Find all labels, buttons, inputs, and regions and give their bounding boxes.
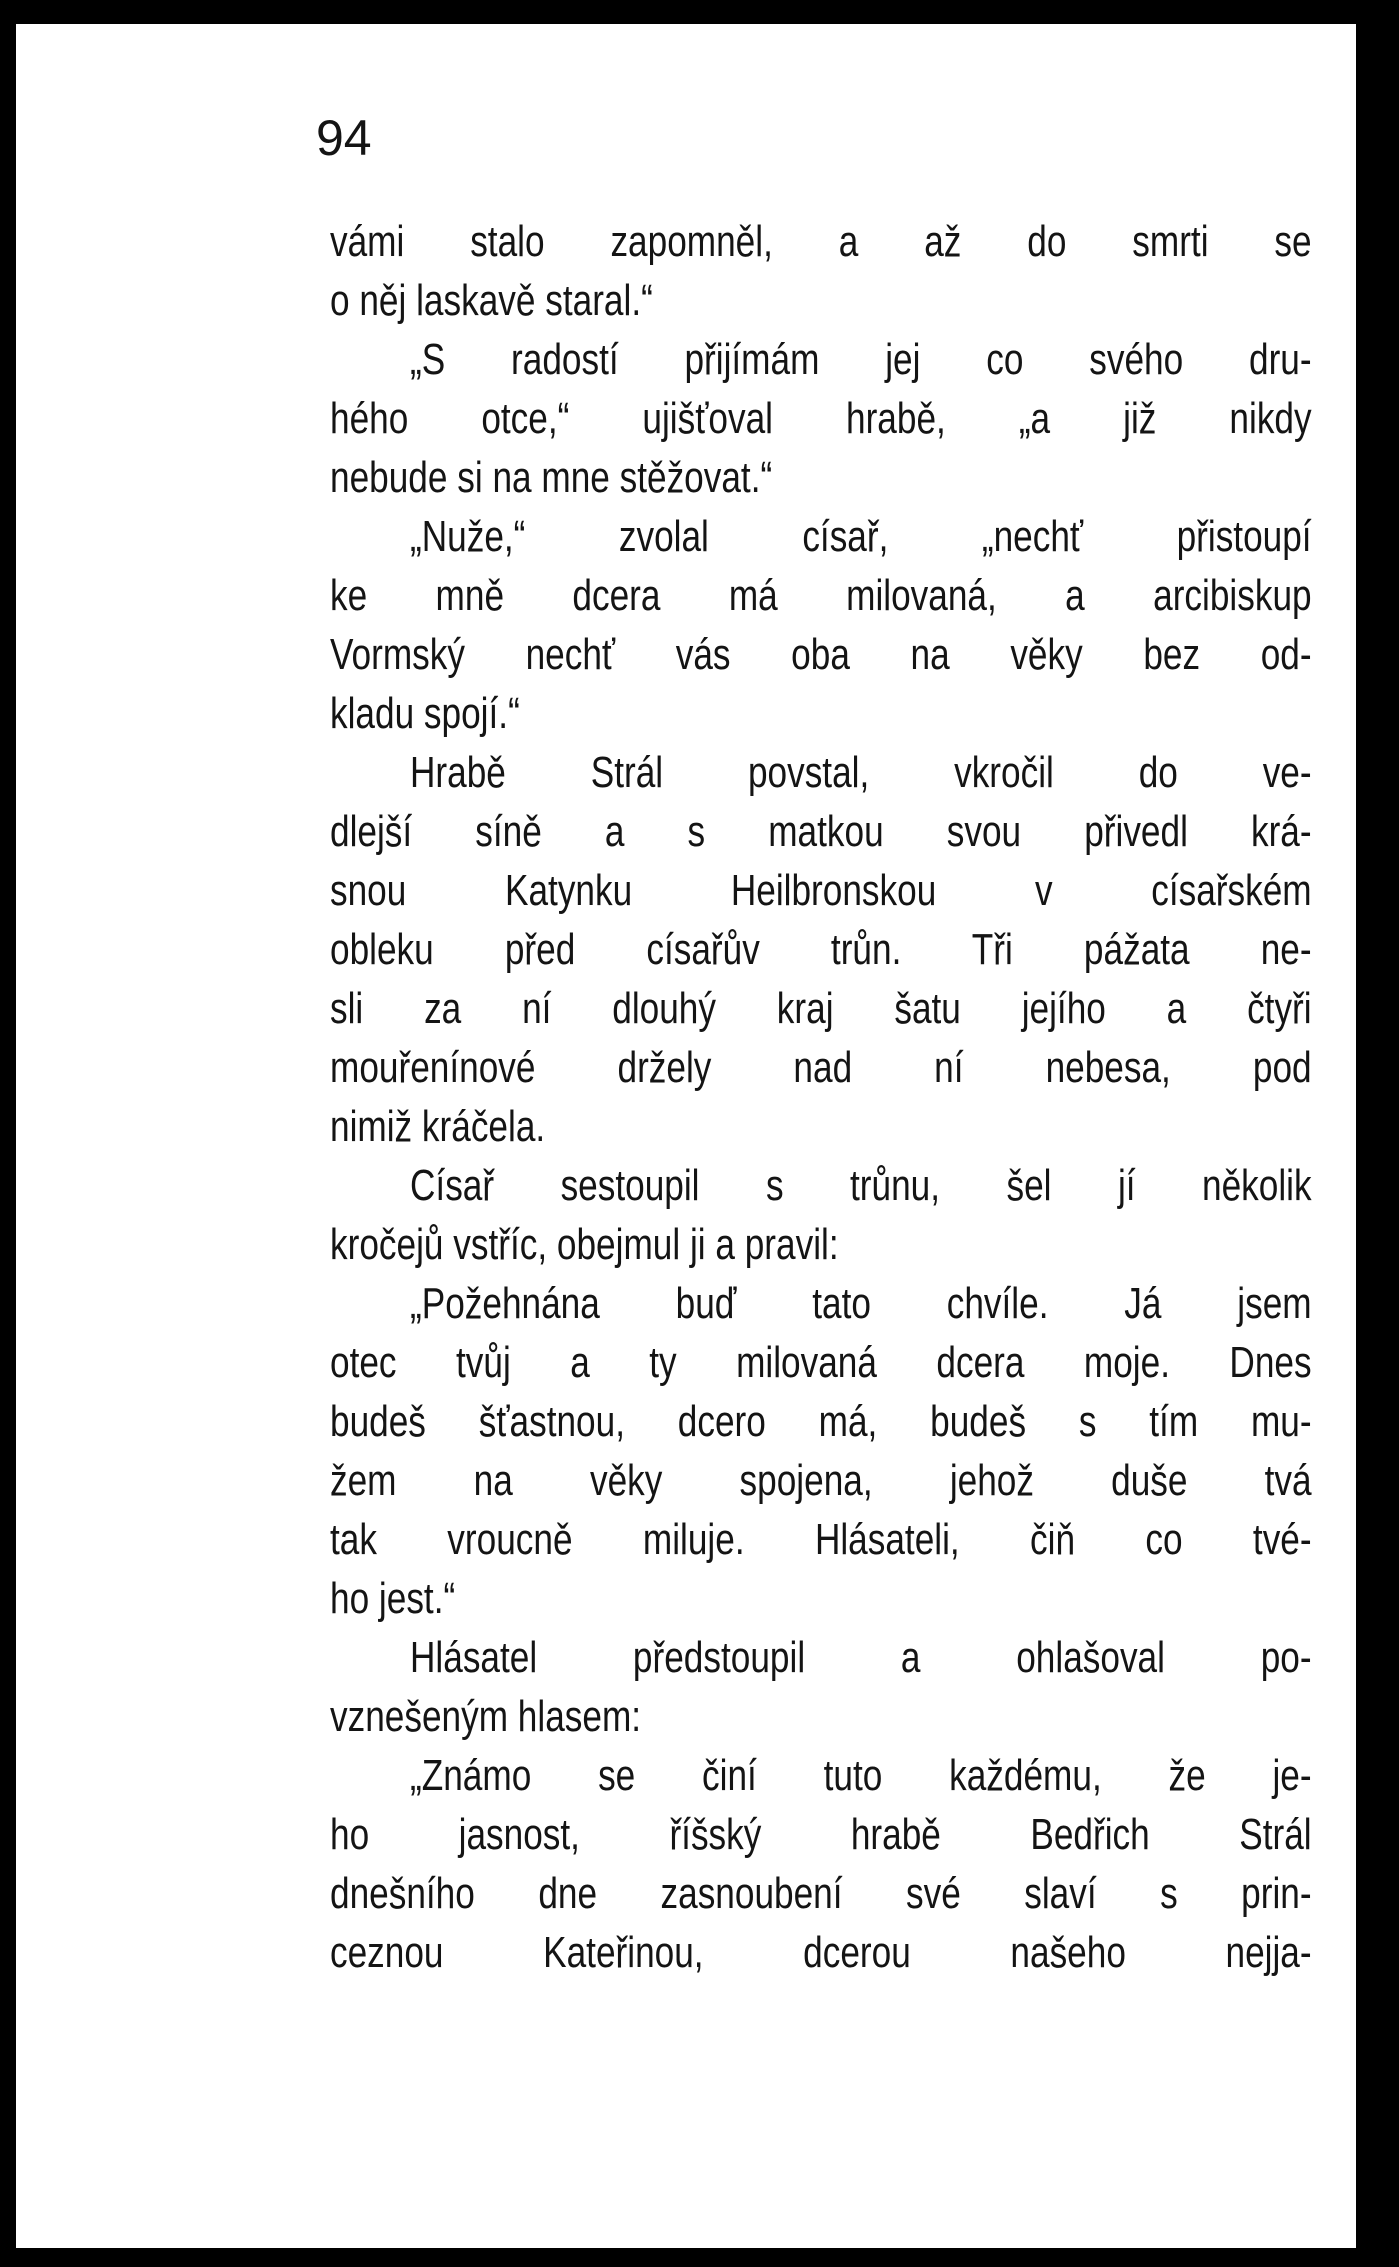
text-line: budeš šťastnou, dcero má, budeš s tím mu- <box>330 1397 1312 1446</box>
text-line: ceznou Kateřinou, dcerou našeho nejja- <box>330 1928 1312 1977</box>
text-line: otec tvůj a ty milovaná dcera moje. Dnes <box>330 1338 1312 1387</box>
text-line: kročejů vstříc, obejmul ji a pravil: <box>330 1220 839 1269</box>
text-line: ho jasnost, říšský hrabě Bedřich Strál <box>330 1810 1312 1859</box>
text-line: „Známo se činí tuto každému, že je- <box>410 1751 1312 1800</box>
text-line: nimiž kráčela. <box>330 1102 546 1151</box>
body-text <box>330 212 1312 1982</box>
book-page <box>16 24 1356 2248</box>
text-line: o něj laskavě staral.“ <box>330 276 653 325</box>
text-line: ho jest.“ <box>330 1574 456 1623</box>
text-line: dlejší síně a s matkou svou přivedl krá- <box>330 807 1312 856</box>
text-line: „Požehnána buď tato chvíle. Já jsem <box>410 1279 1312 1328</box>
text-line: vznešeným hlasem: <box>330 1692 642 1741</box>
text-line: Hlásatel předstoupil a ohlašoval po- <box>410 1633 1312 1682</box>
text-line: Císař sestoupil s trůnu, šel jí několik <box>410 1161 1312 1210</box>
text-line: „S radostí přijímám jej co svého dru- <box>410 335 1312 384</box>
text-line: „Nuže,“ zvolal císař, „nechť přistoupí <box>410 512 1312 561</box>
text-line: žem na věky spojena, jehož duše tvá <box>330 1456 1312 1505</box>
text-line: snou Katynku Heilbronskou v císařském <box>330 866 1312 915</box>
text-line: ke mně dcera má milovaná, a arcibiskup <box>330 571 1312 620</box>
text-line: obleku před císařův trůn. Tři pážata ne- <box>330 925 1312 974</box>
text-line: nebude si na mne stěžovat.“ <box>330 453 773 502</box>
text-line: mouřenínové držely nad ní nebesa, pod <box>330 1043 1312 1092</box>
text-line: tak vroucně miluje. Hlásateli, čiň co tvé- <box>330 1515 1312 1564</box>
text-line: vámi stalo zapomněl, a až do smrti se <box>330 217 1312 266</box>
text-line: hého otce,“ ujišťoval hrabě, „a již nikdy <box>330 394 1312 443</box>
text-line: Vormský nechť vás oba na věky bez od- <box>330 630 1312 679</box>
text-line: Hrabě Strál povstal, vkročil do ve- <box>410 748 1312 797</box>
text-line: dnešního dne zasnoubení své slaví s prin- <box>330 1869 1312 1918</box>
page-number: 94 <box>316 110 372 166</box>
text-line: kladu spojí.“ <box>330 689 520 738</box>
text-line: sli za ní dlouhý kraj šatu jejího a čtyři <box>330 984 1312 1033</box>
